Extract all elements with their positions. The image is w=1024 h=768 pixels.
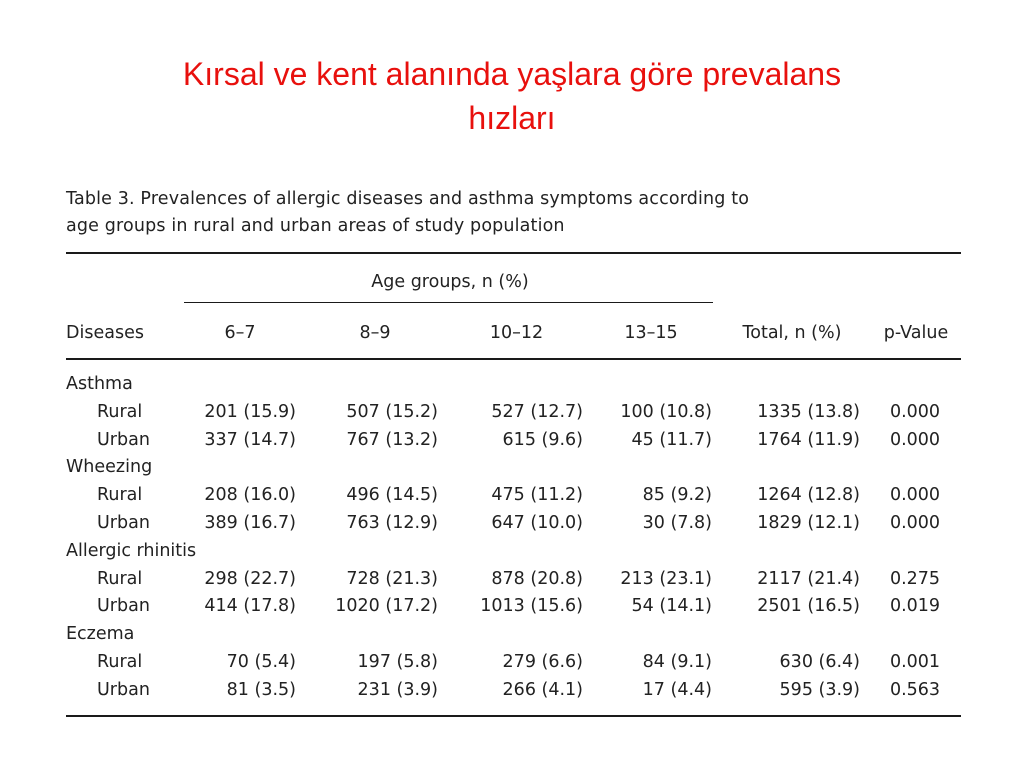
table-cell: 475 (11.2) bbox=[491, 485, 583, 506]
table-cell: 337 (14.7) bbox=[204, 429, 296, 450]
col-header-age-10-12: 10–12 bbox=[489, 323, 544, 343]
col-header-age-8-9: 8–9 bbox=[359, 323, 391, 343]
table-cell: 0.563 bbox=[889, 679, 941, 700]
col-header-age-13-15: 13–15 bbox=[624, 323, 678, 343]
table-cell: 213 (23.1) bbox=[620, 568, 712, 589]
table-cell: 1264 (12.8) bbox=[757, 485, 860, 506]
table-cell: 30 (7.8) bbox=[642, 513, 712, 533]
area-label: Urban bbox=[97, 679, 150, 700]
table-cell: 0.000 bbox=[889, 485, 941, 506]
table-cell: 1013 (15.6) bbox=[480, 596, 583, 617]
age-groups-header: Age groups, n (%) bbox=[371, 272, 529, 292]
area-label: Rural bbox=[97, 485, 143, 506]
table-cell: 0.000 bbox=[889, 401, 941, 422]
table-cell: 414 (17.8) bbox=[204, 596, 296, 617]
table-cell: 70 (5.4) bbox=[226, 652, 296, 672]
table-cell: 0.000 bbox=[889, 429, 941, 450]
col-header-age-6-7: 6–7 bbox=[224, 323, 256, 343]
area-label: Urban bbox=[97, 513, 150, 533]
table-cell: 1335 (13.8) bbox=[757, 401, 860, 422]
area-label: Urban bbox=[97, 596, 150, 617]
table-cell: 496 (14.5) bbox=[346, 485, 438, 506]
table-cell: 201 (15.9) bbox=[204, 401, 296, 422]
table-cell: 100 (10.8) bbox=[620, 401, 712, 422]
table-cell: 279 (6.6) bbox=[502, 652, 583, 672]
area-label: Rural bbox=[97, 568, 143, 589]
table-cell: 1764 (11.9) bbox=[757, 429, 860, 450]
table-bottom-rule bbox=[66, 715, 961, 717]
table-cell: 81 (3.5) bbox=[226, 679, 296, 700]
slide-title-line-1: Kırsal ve kent alanında yaşlara göre prevalans bbox=[182, 56, 842, 92]
table-cell: 0.275 bbox=[889, 568, 941, 589]
table-cell: 45 (11.7) bbox=[631, 429, 712, 450]
table-cell: 728 (21.3) bbox=[346, 568, 438, 589]
table-cell: 507 (15.2) bbox=[346, 401, 438, 422]
table-cell: 0.019 bbox=[889, 596, 941, 617]
table-cell: 647 (10.0) bbox=[491, 513, 583, 533]
table-cell: 527 (12.7) bbox=[491, 401, 583, 422]
area-label: Rural bbox=[97, 652, 143, 672]
header-bottom-rule bbox=[66, 358, 961, 360]
table-cell: 878 (20.8) bbox=[491, 568, 583, 589]
table-cell: 767 (13.2) bbox=[346, 429, 438, 450]
slide-title bbox=[60, 52, 964, 140]
table-cell: 197 (5.8) bbox=[357, 652, 438, 672]
table-cell: 763 (12.9) bbox=[346, 513, 438, 533]
table-cell: 1020 (17.2) bbox=[335, 596, 438, 617]
col-header-total: Total, n (%) bbox=[742, 323, 842, 343]
slide-title-line-2: hızları bbox=[468, 100, 556, 136]
table-cell: 389 (16.7) bbox=[204, 513, 296, 533]
table-cell: 208 (16.0) bbox=[204, 485, 296, 506]
table-cell: 84 (9.1) bbox=[642, 652, 712, 672]
table-cell: 2501 (16.5) bbox=[757, 596, 860, 617]
table-caption bbox=[66, 186, 966, 240]
table-cell: 0.000 bbox=[889, 513, 941, 533]
disease-group-label: Asthma bbox=[66, 374, 133, 394]
table-cell: 615 (9.6) bbox=[502, 429, 583, 450]
table-cell: 231 (3.9) bbox=[357, 679, 438, 700]
table-cell: 54 (14.1) bbox=[631, 596, 712, 617]
table-cell: 298 (22.7) bbox=[204, 568, 296, 589]
table-top-rule bbox=[66, 252, 961, 254]
table-cell: 266 (4.1) bbox=[502, 679, 583, 700]
table-cell: 0.001 bbox=[889, 652, 941, 672]
disease-group-label: Eczema bbox=[66, 624, 135, 645]
table-cell: 2117 (21.4) bbox=[757, 568, 860, 589]
table-cell: 595 (3.9) bbox=[779, 679, 860, 700]
area-label: Rural bbox=[97, 401, 143, 422]
disease-group-label: Wheezing bbox=[66, 457, 153, 478]
age-groups-rule bbox=[184, 302, 713, 303]
table-caption-line-1: Table 3. Prevalences of allergic diseases and asthma symptoms according to bbox=[66, 189, 750, 209]
col-header-diseases: Diseases bbox=[66, 323, 144, 343]
table-cell: 85 (9.2) bbox=[642, 485, 712, 506]
table-cell: 630 (6.4) bbox=[779, 652, 860, 672]
col-header-p-value: p-Value bbox=[883, 323, 949, 343]
disease-group-label: Allergic rhinitis bbox=[66, 540, 197, 561]
area-label: Urban bbox=[97, 429, 150, 450]
table-cell: 1829 (12.1) bbox=[757, 513, 860, 533]
table-caption-line-2: age groups in rural and urban areas of study population bbox=[66, 216, 565, 236]
table-cell: 17 (4.4) bbox=[642, 679, 712, 700]
